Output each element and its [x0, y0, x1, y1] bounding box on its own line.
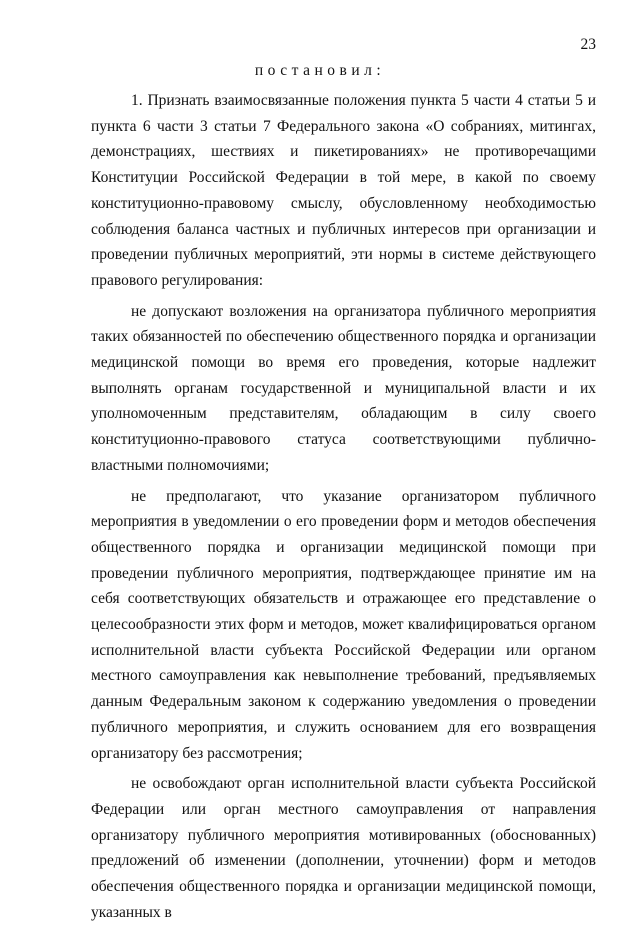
paragraph-2: не допускают возложения на организатора публичного мероприятия таких обязанностей по обеспечению общественного порядка и организации медицинской помощи во время его проведения, которые надлежит выполнять органам государственной и муниципальной власти и их уполномоченным представителям, обладающим в силу своего конституционно-правового статуса соответствующими публично-властными полномочиями; — [91, 302, 596, 474]
paragraph-4: не освобождают орган исполнительной власти субъекта Российской Федерации или орган местного самоуправления от направления организатору публичного мероприятия мотивированных (обоснованных) предложений об изменении (дополнении, уточнении) форм и методов обеспечения общественного порядка и организации медицинской помощи, указанных в — [91, 775, 596, 921]
resolution-heading: постановил: — [254, 62, 386, 79]
paragraph-1: 1. Признать взаимосвязанные положения пункта 5 части 4 статьи 5 и пункта 6 части 3 статьи 7 Федерального закона «О собраниях, митингах, демонстрациях, шествиях и пикетированиях» не противоречащими Конституции Российской Федерации в той мере, в какой по своему конституционно-правовому смыслу, обусловленному необходимостью соблюдения баланса частных и публичных интересов при организации и проведении публичных мероприятий, эти нормы в системе действующего правового регулирования: — [91, 92, 596, 289]
document-body — [91, 88, 596, 931]
paragraph-3: не предполагают, что указание организатором публичного мероприятия в уведомлении о его проведении форм и методов обеспечения общественного порядка и организации медицинской помощи при проведении публичного мероприятия, подтверждающее принятие им на себя соответствующих обязательств и отражающее его представление о целесообразности этих форм и методов, может квалифицироваться органом исполнительной власти субъекта Российской Федерации или органом местного самоуправления как невыполнение требований, предъявляемых данным Федеральным законом к содержанию уведомления о проведении публичного мероприятия, и служить основанием для его возвращения организатору без рассмотрения; — [91, 487, 596, 762]
page-number: 23 — [580, 36, 596, 53]
